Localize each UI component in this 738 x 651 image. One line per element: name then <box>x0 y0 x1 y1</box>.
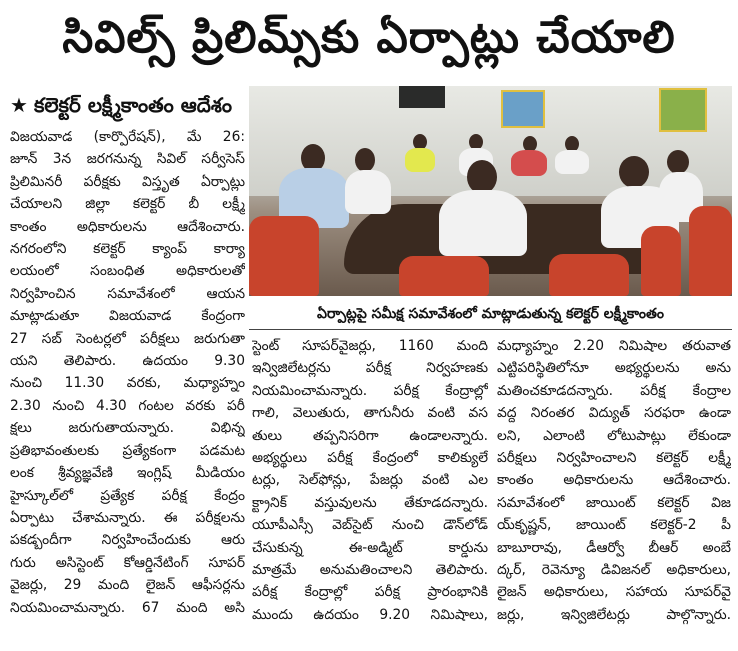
body-line: లయంలో సంబంధిత అధికారులతో <box>10 263 245 280</box>
body-line: 27 సబ్ సెంటర్లలో పరీక్షలు జరుగుతా <box>10 330 245 347</box>
body-line: లంక శ్రీవ్యజ్ఞవేణి ఇంగ్లిష్ మీడియం <box>10 465 245 482</box>
body-line: కాంతం అధికారులను ఆదేశించారు. <box>10 218 245 235</box>
body-line: వైజర్లు, 29 మంది లైజన్ ఆఫీసర్లను <box>10 577 245 594</box>
body-line: అభ్యర్థులు పరీక్ష కేంద్రంలో కాలిక్యులే <box>252 450 488 467</box>
body-line: జర్లు, ఇన్విజిలేటర్లు పాల్గొన్నారు. <box>497 606 731 623</box>
body-line: మతించకూడదన్నారు. పరీక్ష కేంద్రాల <box>497 382 731 399</box>
body-line: నియమించామన్నారు. పరీక్ష కేంద్రాల్లో <box>252 382 488 399</box>
body-line: ఏర్పాటు చేశామన్నారు. ఈ పరీక్షలను <box>10 509 245 526</box>
subheadline <box>10 90 232 120</box>
body-line: ద్కర్, రెవెన్యూ డివిజనల్ అధికారులు, <box>497 562 731 579</box>
body-line: మధ్యాహ్నం 2.20 నిమిషాల తరువాత <box>497 338 731 354</box>
body-line: మాత్రమే అనుమతించాలని తెలిపారు. <box>252 562 488 579</box>
body-line: యూపీఎస్సీ వెబ్‌సైట్ నుంచి డౌన్‌లోడ్ <box>252 517 488 534</box>
body-line: నిర్వహించిన సమావేశంలో ఆయన <box>10 285 245 302</box>
body-line: నియమించామన్నారు. 67 మంది అసి <box>10 599 245 616</box>
caption-rule <box>249 329 732 330</box>
body-line: క్ట్రానిక్ వస్తువులను తేకూడదన్నారు. <box>252 494 488 511</box>
body-line: ఎట్టిపరిస్థితిలోనూ అభ్యర్థులను అను <box>497 360 731 377</box>
article-column-2 <box>252 335 488 645</box>
photo-caption: ఏర్పాట్లపై సమీక్ష సమావేశంలో మాట్లాడుతున్న కలెక్టర్ లక్ష్మీకాంతం <box>317 306 664 322</box>
body-line: పరీక్షలు నిర్వహించాలని కలెక్టర్ లక్ష్మీ <box>497 450 731 467</box>
body-line: క్షలు జరుగుతాయన్నారు. విభిన్న <box>10 420 245 437</box>
body-line: లని, ఎలాంటి లోటుపాట్లు లేకుండా <box>497 427 731 444</box>
body-line: చేయాలని జిల్లా కలెక్టర్ బీ లక్ష్మీ <box>10 196 245 213</box>
headline: సివిల్స్ ప్రిలిమ్స్‌కు ఏర్పాట్లు చేయాలి <box>62 12 676 63</box>
star-icon: ★ <box>10 93 28 117</box>
body-line: గురు అసిస్టెంట్ కోఆర్డినేటింగ్ సూపర్ <box>10 554 245 571</box>
body-line: గాలి, వెలుతురు, తాగునీరు వంటి వస <box>252 405 488 422</box>
body-line: టర్లు, సెల్‌ఫోన్లు, పేజర్లు వంటి ఎల <box>252 472 488 489</box>
body-line: నుంచి 11.30 వరకు, మధ్యాహ్నం <box>10 375 245 392</box>
body-line: పరీక్ష కేంద్రాల్లో పరీక్ష ప్రారంభానికి <box>252 584 488 601</box>
meeting-photo <box>249 86 732 296</box>
body-line: ఇన్విజిలేటర్లను పరీక్ష నిర్వహణకు <box>252 360 488 377</box>
body-line: 2.30 నుంచి 4.30 గంటల వరకు పరీ <box>10 397 245 414</box>
body-line: చేసుకున్న ఈ-అడ్మిట్ కార్డును <box>252 539 488 556</box>
body-line: జూన్ 3న జరగనున్న సివిల్ సర్వీసెస్ <box>10 151 245 168</box>
body-line: తులు తప్పనిసరిగా ఉండాలన్నారు. <box>252 427 488 444</box>
article-column-3 <box>497 335 731 645</box>
body-line: నగరంలోని కలెక్టర్ క్యాంప్ కార్యా <box>10 241 245 258</box>
body-line: య్‌కృష్ణన్, జాయింట్ కలెక్టర్-2 పీ <box>497 517 731 534</box>
body-line: ప్రతిభావంతులకు ప్రత్యేకంగా పడమట <box>10 442 245 459</box>
body-line: సమావేశంలో జాయింట్ కలెక్టర్ విజ <box>497 494 731 511</box>
body-line: పకడ్బందీగా నిర్వహించేందుకు ఆరు <box>10 532 245 549</box>
body-line: స్టెంట్ సూపర్‌వైజర్లు, 1160 మంది <box>252 338 488 354</box>
body-line: యని తెలిపారు. ఉదయం 9.30 <box>10 353 245 370</box>
body-line: ముందు ఉదయం 9.20 నిమిషాలు, <box>252 606 488 623</box>
body-line: మాట్లాడుతూ విజయవాడ కేంద్రంగా <box>10 308 245 325</box>
body-line: విజయవాడ (కార్పొరేషన్), మే 26: <box>10 129 245 145</box>
body-line: ప్రిలిమినరీ పరీక్షకు విస్తృత ఏర్పాట్లు <box>10 173 245 190</box>
body-line: హైస్కూల్‌లో ప్రత్యేక పరీక్ష కేంద్రం <box>10 487 245 504</box>
body-line: బాబూరావు, డీఆర్వో బీఆర్ అంబే <box>497 539 731 556</box>
article-column-1 <box>10 126 245 646</box>
body-line: కాంతం అధికారులను ఆదేశించారు. <box>497 472 731 489</box>
body-line: లైజన్ అధికారులు, సహాయ సూపర్‌వై <box>497 584 731 601</box>
body-line: వద్ద నిరంతర విద్యుత్ సరఫరా ఉండా <box>497 405 731 422</box>
subheadline-text: కలెక్టర్ లక్ష్మీకాంతం ఆదేశం <box>33 93 232 117</box>
